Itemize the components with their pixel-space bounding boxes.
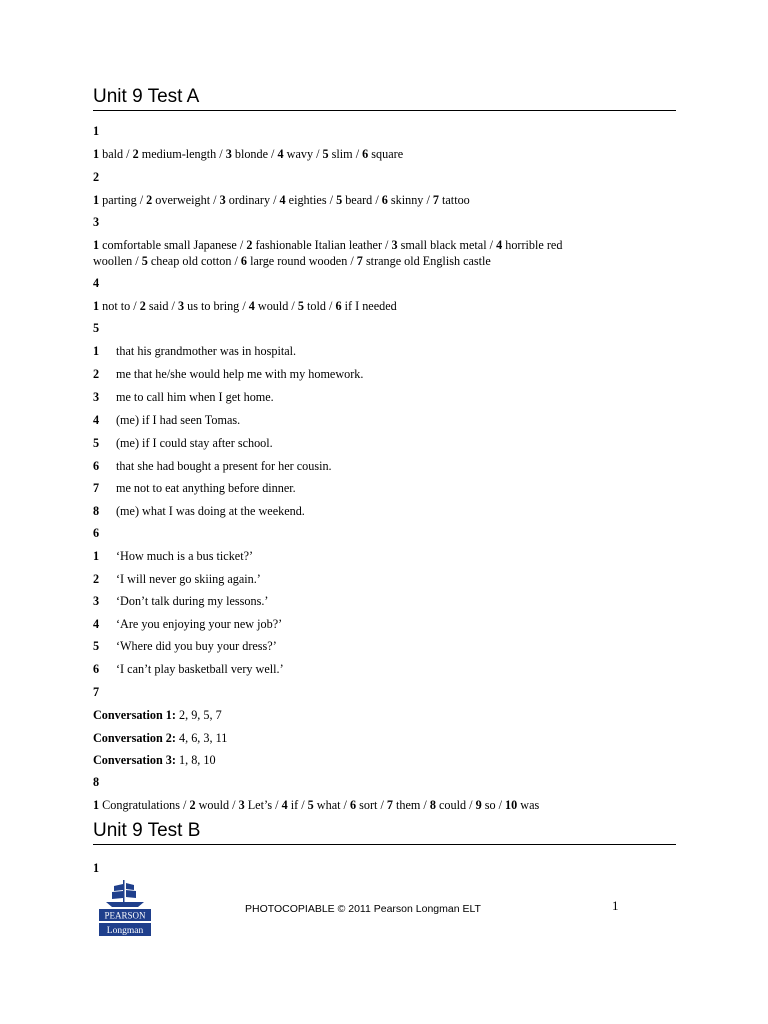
answer-text: ‘Where did you buy your dress?’	[116, 639, 277, 654]
answer-text: comfortable small Japanese /	[99, 238, 247, 252]
item-number: 6	[362, 147, 369, 161]
answer-text: would /	[254, 299, 298, 313]
answer-text: if I needed	[341, 299, 397, 313]
item-number: 2	[93, 366, 100, 381]
answer-text: cheap old cotton /	[147, 254, 241, 268]
item-number: 4	[496, 238, 503, 252]
item-number: 1	[93, 798, 100, 812]
answer-text: ‘Are you enjoying your new job?’	[116, 616, 283, 631]
item-number: 6	[240, 254, 248, 268]
answer-text: not to /	[99, 299, 140, 313]
answer-text: tattoo	[438, 193, 470, 207]
item-number: 10	[505, 798, 518, 812]
answer-text: square	[368, 147, 404, 161]
svg-text:PEARSON: PEARSON	[104, 910, 146, 921]
item-number: 5	[93, 435, 100, 450]
heading-rule	[93, 110, 676, 111]
section-number: 4	[93, 276, 100, 290]
answer-text: slim /	[328, 147, 363, 161]
answer-text: ordinary /	[225, 193, 280, 207]
heading-rule	[93, 844, 676, 845]
item-number: Conversation 3:	[93, 753, 176, 767]
answer-text: ‘Don’t talk during my lessons.’	[116, 594, 269, 609]
answer-text: ‘How much is a bus ticket?’	[116, 549, 254, 563]
answer-text: (me) if I could stay after school.	[116, 435, 273, 450]
item-number: 5	[336, 193, 343, 207]
answer-text: could /	[435, 798, 476, 812]
pearson-longman-logo	[96, 878, 154, 940]
item-number: Conversation 1:	[93, 708, 176, 722]
answer-text: bald /	[99, 147, 133, 161]
answer-line	[93, 193, 470, 208]
section-number: 3	[93, 215, 100, 229]
item-number: 2	[189, 798, 196, 812]
item-number: 7	[386, 798, 393, 812]
item-number: 3	[93, 594, 100, 609]
item-number: 3	[225, 147, 232, 161]
item-number: 4	[93, 616, 100, 631]
conversation-answer	[93, 753, 216, 768]
answer-text: medium-length /	[138, 147, 226, 161]
page-number: 1	[612, 898, 619, 913]
item-number: 1	[93, 238, 100, 252]
section-number: 1	[93, 861, 100, 875]
item-number: 5	[93, 639, 100, 654]
answer-text: (me) what I was doing at the weekend.	[116, 504, 305, 519]
answer-text: ‘I can’t play basketball very well.’	[116, 662, 284, 676]
section-number: 7	[93, 685, 100, 699]
item-number: 7	[93, 481, 100, 496]
footer-copyright: PHOTOCOPIABLE © 2011 Pearson Longman ELT	[245, 903, 481, 915]
answer-text: so /	[481, 798, 506, 812]
item-number: 1	[93, 549, 100, 563]
answer-text: said /	[145, 299, 178, 313]
item-number: 3	[391, 238, 398, 252]
item-number: 3	[219, 193, 226, 207]
item-number: 6	[93, 458, 100, 473]
unit9-testB-heading: Unit 9 Test B	[93, 820, 201, 841]
item-number: 4	[281, 798, 288, 812]
item-number: 1	[93, 344, 100, 358]
answer-text: sort /	[356, 798, 387, 812]
answer-text: eighties /	[285, 193, 337, 207]
answer-text: 2, 9, 5, 7	[175, 708, 222, 722]
answer-text: parting /	[99, 193, 147, 207]
item-number: 3	[238, 798, 245, 812]
item-number: 2	[139, 299, 146, 313]
conversation-answer	[93, 708, 222, 723]
item-number: 5	[141, 254, 148, 268]
item-number: 7	[432, 193, 439, 207]
answer-text: would /	[195, 798, 239, 812]
answer-text: overweight /	[152, 193, 220, 207]
answer-text: was	[517, 798, 540, 812]
item-number: 2	[93, 571, 100, 586]
item-number: 3	[93, 389, 100, 404]
item-number: 8	[429, 798, 436, 812]
answer-text: large round wooden /	[247, 254, 357, 268]
item-number: 4	[248, 299, 255, 313]
item-number: 4	[279, 193, 286, 207]
answer-text: me not to eat anything before dinner.	[116, 481, 296, 496]
item-number: 5	[307, 798, 314, 812]
answer-text: if /	[287, 798, 308, 812]
answer-text: blonde /	[231, 147, 278, 161]
item-number: 4	[93, 412, 100, 427]
answer-text: Let’s /	[244, 798, 282, 812]
item-number: 8	[93, 504, 100, 519]
answer-text: wavy /	[283, 147, 323, 161]
answer-text: horrible red	[502, 238, 563, 252]
answer-line	[93, 798, 539, 813]
item-number: 5	[297, 299, 304, 313]
answer-text: ‘I will never go skiing again.’	[116, 571, 261, 586]
answer-text: (me) if I had seen Tomas.	[116, 412, 241, 427]
answer-text: that she had bought a present for her cousin.	[116, 458, 332, 473]
answer-line	[93, 299, 397, 314]
section-number: 2	[93, 170, 100, 184]
answer-line	[93, 254, 491, 269]
item-number: 3	[178, 299, 185, 313]
section-number: 8	[93, 775, 100, 789]
answer-text: fashionable Italian leather /	[252, 238, 392, 252]
item-number: Conversation 2:	[93, 730, 176, 745]
item-number: 6	[335, 299, 342, 313]
item-number: 9	[475, 798, 482, 812]
answer-text: woollen /	[93, 254, 142, 268]
section-number: 6	[93, 526, 100, 540]
item-number: 4	[277, 147, 284, 161]
item-number: 1	[93, 299, 100, 313]
answer-text: strange old English castle	[362, 254, 491, 268]
answer-text: Congratulations /	[99, 798, 190, 812]
conversation-answer	[93, 731, 227, 746]
answer-text: that his grandmother was in hospital.	[116, 344, 297, 358]
item-number: 6	[349, 798, 357, 812]
answer-line	[93, 147, 403, 162]
answer-text: us to bring /	[184, 299, 249, 313]
answer-text: small black metal /	[397, 238, 497, 252]
item-number: 2	[146, 193, 153, 207]
answer-text: me to call him when I get home.	[116, 389, 274, 404]
item-number: 7	[356, 254, 363, 268]
svg-text:Longman: Longman	[106, 926, 144, 936]
answer-text: told /	[303, 299, 336, 313]
answer-text: what /	[313, 798, 350, 812]
answer-text: beard /	[342, 193, 382, 207]
answer-text: 1, 8, 10	[175, 753, 216, 767]
section-number: 1	[93, 124, 100, 138]
item-number: 6	[93, 662, 100, 676]
item-number: 1	[93, 193, 100, 207]
answer-text: them /	[392, 798, 430, 812]
answer-text: me that he/she would help me with my homework.	[116, 366, 364, 381]
answer-text: skinny /	[387, 193, 433, 207]
item-number: 1	[93, 147, 100, 161]
answer-text: 4, 6, 3, 11	[175, 730, 228, 745]
answer-line	[93, 238, 562, 253]
ship-logo-icon	[96, 878, 154, 940]
section-number: 5	[93, 321, 100, 335]
item-number: 5	[322, 147, 329, 161]
item-number: 2	[246, 238, 253, 252]
item-number: 2	[132, 147, 139, 161]
unit9-testA-heading: Unit 9 Test A	[93, 86, 200, 107]
item-number: 6	[381, 193, 388, 207]
